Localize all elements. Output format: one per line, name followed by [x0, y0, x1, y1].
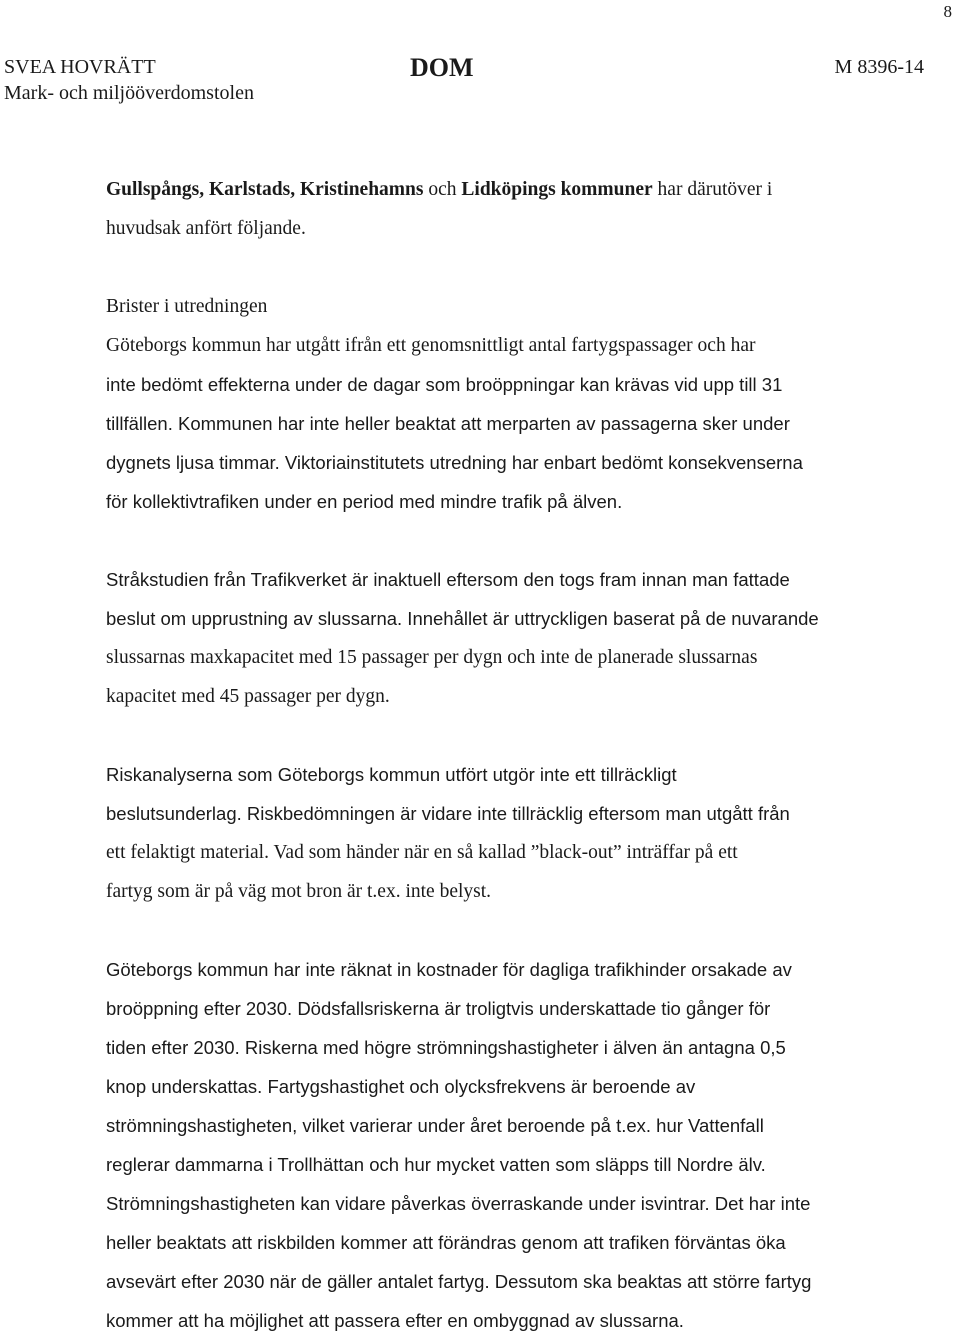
- bold-parties: Gullspångs, Karlstads, Kristinehamns: [106, 179, 424, 200]
- document-header: [4, 55, 924, 107]
- intro-rest: har därutöver i: [652, 179, 773, 200]
- paragraph-line: knop underskattas. Fartygshastighet och olycksfrekvens är beroende av: [106, 1076, 696, 1097]
- case-number: M 8396-14: [834, 56, 924, 78]
- paragraph-line: Stråkstudien från Trafikverket är inaktuell eftersom den togs fram innan man fattade: [106, 569, 790, 590]
- paragraph-line: heller beaktats att riskbilden kommer att förändras genom att trafiken förväntas öka: [106, 1232, 786, 1253]
- paragraph-line: slussarnas maxkapacitet med 15 passager per dygn och inte de planerade slussarnas: [106, 647, 758, 668]
- section-heading: Brister i utredningen: [106, 296, 268, 317]
- court-name: SVEA HOVRÄTT: [4, 56, 156, 78]
- paragraph-line: dygnets ljusa timmar. Viktoriainstitutets utredning har enbart bedömt konsekvenserna: [106, 452, 803, 473]
- intro-line-2: huvudsak anfört följande.: [106, 218, 306, 239]
- paragraph-3: [106, 755, 896, 911]
- court-department: Mark- och miljööverdomstolen: [4, 82, 254, 104]
- paragraph-line: reglerar dammarna i Trollhättan och hur mycket vatten som släpps till Nordre älv.: [106, 1154, 766, 1175]
- paragraph-2: [106, 560, 896, 716]
- document-type: DOM: [410, 53, 474, 82]
- paragraph-line: tillfällen. Kommunen har inte heller beaktat att merparten av passagerna sker under: [106, 413, 790, 434]
- paragraph-line: kommer att ha möjlighet att passera efter en ombyggnad av slussarna.: [106, 1310, 684, 1331]
- paragraph-line: avsevärt efter 2030 när de gäller antalet fartyg. Dessutom ska beaktas att större fartyg: [106, 1271, 812, 1292]
- paragraph-4: [106, 950, 896, 1340]
- page-number: 8: [943, 2, 952, 21]
- paragraph-line: Strömningshastigheten kan vidare påverkas överraskande under isvintrar. Det har inte: [106, 1193, 811, 1214]
- paragraph-line: Riskanalyserna som Göteborgs kommun utfört utgör inte ett tillräckligt: [106, 764, 677, 785]
- paragraph-line: fartyg som är på väg mot bron är t.ex. inte belyst.: [106, 881, 492, 902]
- paragraph-line: Göteborgs kommun har inte räknat in kostnader för dagliga trafikhinder orsakade av: [106, 959, 792, 980]
- paragraph-line: strömningshastigheten, vilket varierar under året beroende på t.ex. hur Vattenfall: [106, 1115, 764, 1136]
- paragraph-line: kapacitet med 45 passager per dygn.: [106, 686, 390, 707]
- paragraph-line: broöppning efter 2030. Dödsfallsriskerna är troligtvis underskattade tio gånger för: [106, 998, 771, 1019]
- paragraph-line: för kollektivtrafiken under en period med mindre trafik på älven.: [106, 491, 623, 512]
- bold-party-last: Lidköpings kommuner: [461, 179, 653, 200]
- and-word: och: [423, 179, 462, 200]
- paragraph-line: tiden efter 2030. Riskerna med högre strömningshastigheter i älven än antagna 0,5: [106, 1037, 786, 1058]
- intro-line-1: [106, 170, 896, 209]
- paragraph-line: ett felaktigt material. Vad som händer när en så kallad ”black-out” inträffar på ett: [106, 842, 738, 863]
- paragraph-line: Göteborgs kommun har utgått ifrån ett genomsnittligt antal fartygspassager och har: [106, 335, 756, 356]
- paragraph-line: inte bedömt effekterna under de dagar som broöppningar kan krävas vid upp till 31: [106, 374, 783, 395]
- paragraph-line: beslut om upprustning av slussarna. Innehållet är uttryckligen baserat på de nuvarande: [106, 608, 819, 629]
- paragraph-line: beslutsunderlag. Riskbedömningen är vidare inte tillräcklig eftersom man utgått från: [106, 803, 790, 824]
- document-body: [106, 170, 896, 1340]
- paragraph-1: [106, 326, 896, 521]
